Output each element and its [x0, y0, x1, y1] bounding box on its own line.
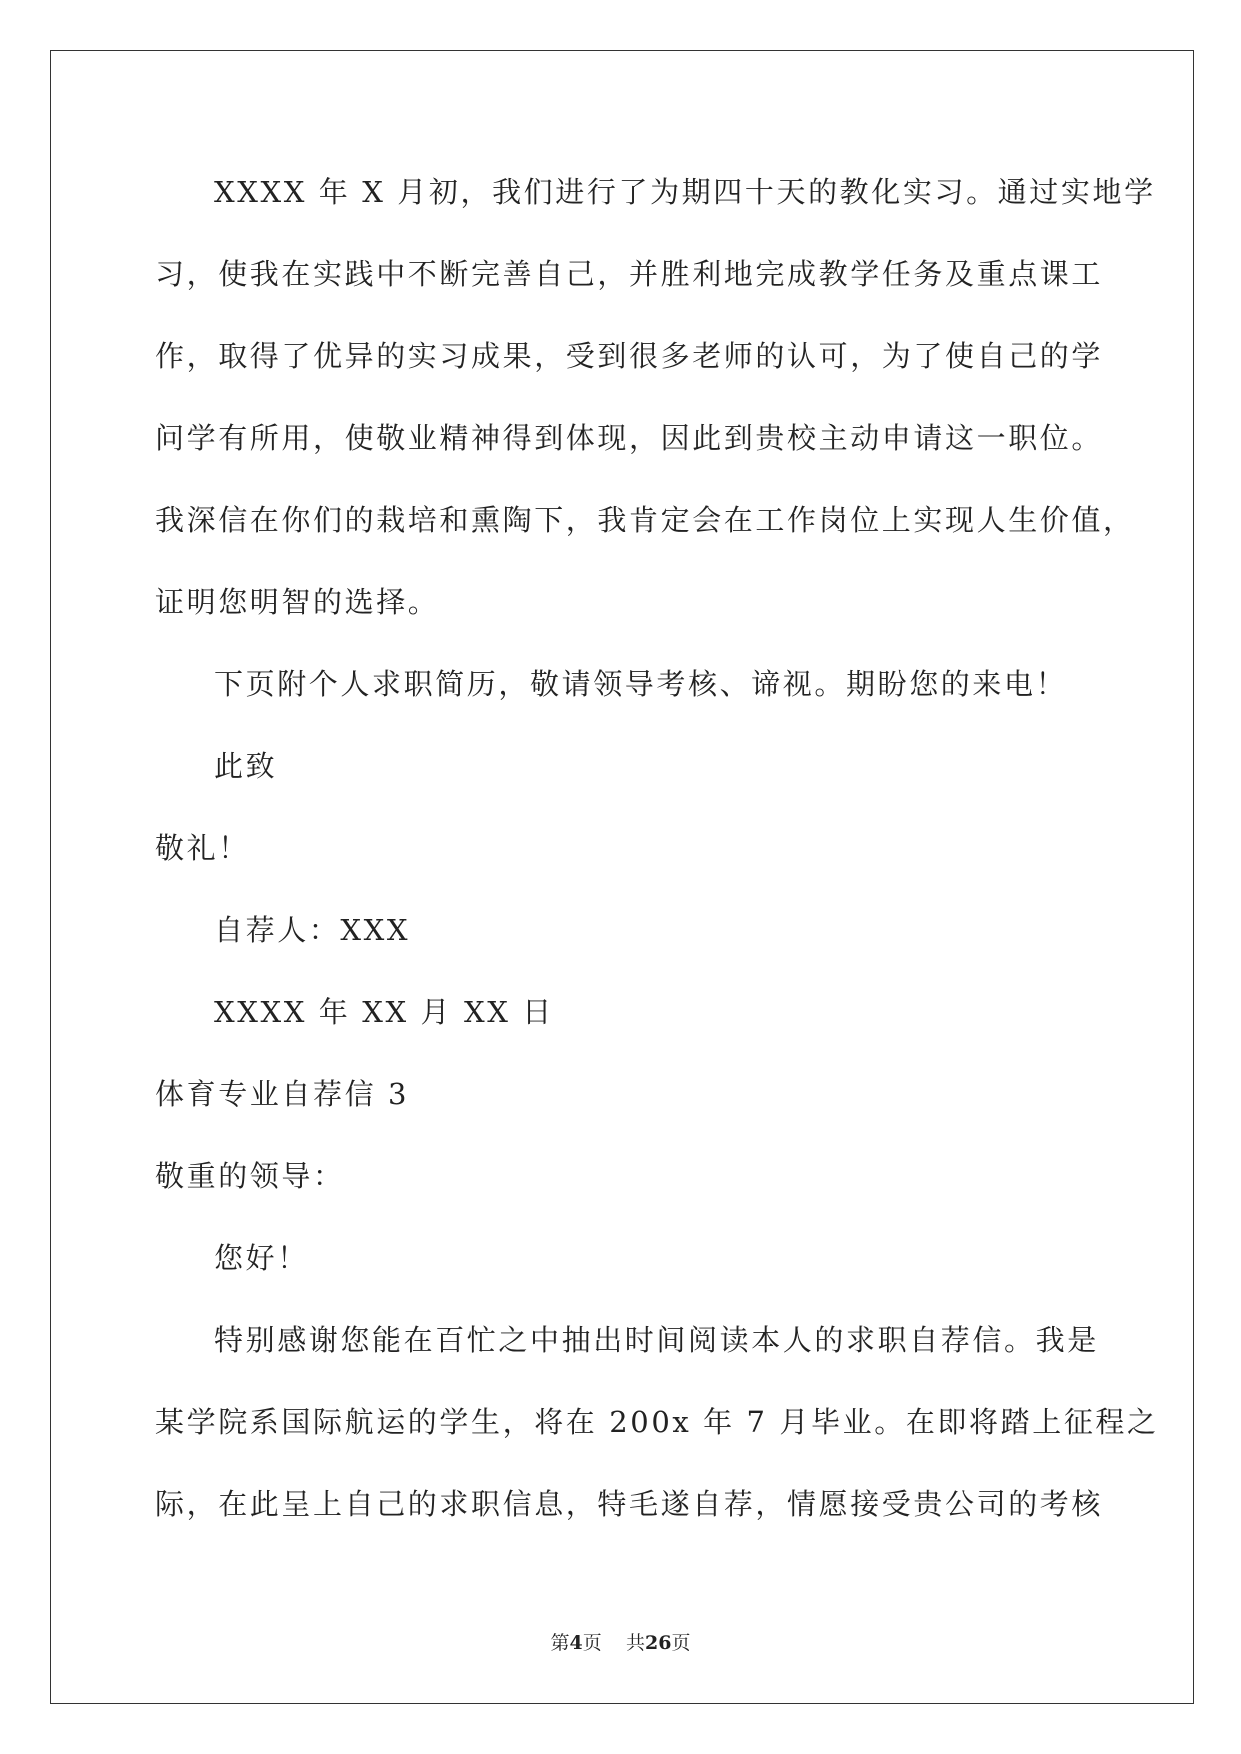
body-paragraph-line: 习，使我在实践中不断完善自己，并胜利地完成教学任务及重点课工	[155, 257, 1104, 291]
footer-total-pages: 26	[644, 1632, 672, 1654]
body-paragraph-line: 特别感谢您能在百忙之中抽出时间阅读本人的求职自荐信。我是	[214, 1323, 1099, 1357]
body-paragraph-line: 某学院系国际航运的学生，将在 200x 年 7 月毕业。在即将踏上征程之	[155, 1405, 1159, 1439]
body-paragraph-line: 作，取得了优异的实习成果，受到很多老师的认可，为了使自己的学	[155, 339, 1104, 373]
letter-greeting: 您好！	[214, 1241, 309, 1275]
footer-page-suffix: 页	[582, 1632, 602, 1654]
body-paragraph-line: XXXX 年 X 月初，我们进行了为期四十天的教化实习。通过实地学	[214, 175, 1156, 209]
page-footer	[0, 1631, 1241, 1655]
signature-date: XXXX 年 XX 月 XX 日	[214, 995, 554, 1029]
closing-regards: 敬礼！	[155, 831, 250, 865]
section-heading: 体育专业自荐信 3	[155, 1077, 410, 1111]
body-paragraph-line: 际，在此呈上自己的求职信息，特毛遂自荐，情愿接受贵公司的考核	[155, 1487, 1104, 1521]
footer-prefix: 第	[550, 1632, 570, 1654]
footer-page-number: 4	[569, 1632, 583, 1654]
closing-salutation: 此致	[214, 749, 278, 783]
body-paragraph-line: 我深信在你们的栽培和熏陶下，我肯定会在工作岗位上实现人生价值，	[155, 503, 1135, 537]
body-paragraph-line: 下页附个人求职简历，敬请领导考核、谛视。期盼您的来电！	[214, 667, 1068, 701]
footer-total-suffix: 页	[671, 1632, 691, 1654]
signature-name: 自荐人：XXX	[214, 913, 411, 947]
letter-salutation: 敬重的领导：	[155, 1159, 345, 1193]
body-paragraph-line: 证明您明智的选择。	[155, 585, 440, 619]
footer-total-prefix: 共	[625, 1632, 645, 1654]
page-border	[50, 50, 1194, 1704]
body-paragraph-line: 问学有所用，使敬业精神得到体现，因此到贵校主动申请这一职位。	[155, 421, 1104, 455]
